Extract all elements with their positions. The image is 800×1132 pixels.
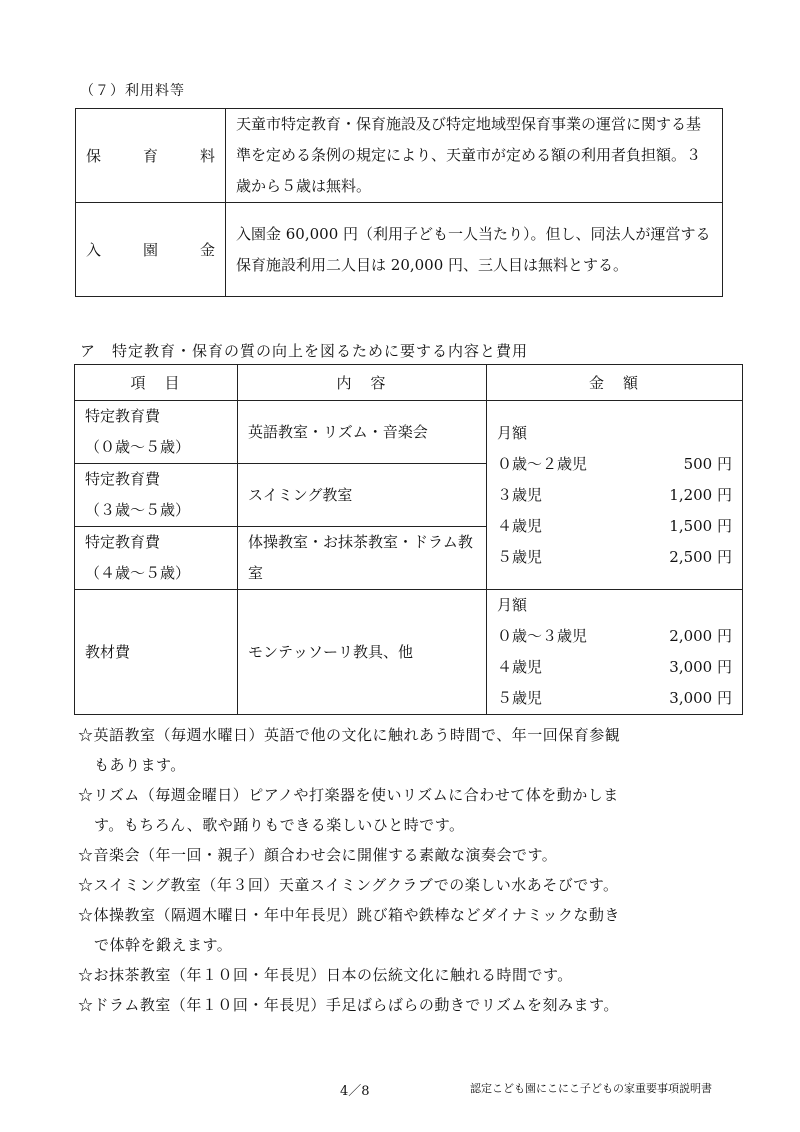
item-name: 教材費	[85, 642, 131, 661]
table-row	[75, 590, 743, 715]
fee-cell	[487, 401, 743, 590]
note-line: ☆リズム（毎週金曜日）ピアノや打楽器を使いリズムに合わせて体を動かしま	[78, 786, 619, 804]
fee-title: 月額	[497, 596, 528, 614]
item-cell	[75, 401, 238, 464]
fee-amount: 1,500 円	[669, 516, 732, 535]
table-row	[75, 401, 743, 464]
fee-amount: 500 円	[683, 454, 732, 473]
fee-age: ４歳児	[497, 658, 543, 676]
fee-age: ０歳～３歳児	[497, 627, 588, 645]
item-cell	[75, 527, 238, 590]
fee-age: ３歳児	[497, 485, 543, 504]
header-content: 内 容	[238, 365, 487, 401]
fee-age: ５歳児	[497, 547, 543, 566]
fee-line	[497, 621, 732, 652]
note-continuation: もあります。	[94, 756, 186, 774]
item-age-range: （３歳～５歳）	[85, 501, 191, 519]
list-item	[78, 960, 728, 990]
fee-amount: 1,200 円	[669, 485, 732, 504]
list-item	[78, 780, 728, 840]
content-cell: 体操教室・お抹茶教室・ドラム教室	[238, 527, 487, 590]
item-cell	[75, 590, 238, 715]
note-line: ☆スイミング教室（年３回）天童スイミングクラブでの楽しい水あそびです。	[78, 876, 619, 894]
fee-line	[497, 449, 732, 480]
fee-amount: 2,000 円	[669, 627, 732, 645]
fee-table	[75, 108, 723, 297]
label-char: 金	[199, 241, 215, 259]
fee-line	[497, 511, 732, 542]
fee-amount: 3,000 円	[669, 658, 732, 676]
table-row	[76, 109, 723, 203]
document-title: 認定こども園にこにこ子どもの家重要事項説明書	[470, 1082, 712, 1095]
fee-line	[497, 683, 732, 714]
label-char: 育	[142, 147, 158, 165]
label-char: 料	[199, 147, 215, 165]
label-char: 入	[86, 241, 102, 259]
item-cell	[75, 464, 238, 527]
note-line: ☆音楽会（年一回・親子）顔合わせ会に開催する素敵な演奏会です。	[78, 846, 558, 864]
note-line: ☆体操教室（隔週木曜日・年中年長児）跳び箱や鉄棒などダイナミックな動き	[78, 906, 620, 924]
fee-age: ５歳児	[497, 689, 543, 707]
content-cell: スイミング教室	[238, 464, 487, 527]
item-age-range: （０歳～５歳）	[85, 438, 191, 456]
note-continuation: で体幹を鍛えます。	[94, 936, 233, 954]
section-title: （７）利用料等	[80, 83, 185, 99]
cost-table	[74, 364, 743, 715]
content-cell: 英語教室・リズム・音楽会	[238, 401, 487, 464]
table-header-row	[75, 365, 743, 401]
fee-age: ０歳～２歳児	[497, 454, 588, 473]
cost-subheading: ア 特定教育・保育の質の向上を図るために要する内容と費用	[80, 342, 529, 360]
item-name: 特定教育費	[85, 533, 161, 551]
item-name: 特定教育費	[85, 470, 161, 488]
label-char: 保	[86, 147, 102, 165]
page-number: 4／8	[340, 1084, 370, 1099]
fee-line	[497, 542, 732, 573]
list-item	[78, 840, 728, 870]
note-continuation: す。もちろん、歌や踊りもできる楽しいひと時です。	[94, 816, 465, 834]
fee-amount: 2,500 円	[669, 547, 732, 566]
fee-title: 月額	[497, 423, 528, 442]
fee-amount: 3,000 円	[669, 689, 732, 707]
fee-label-nyuenkin	[76, 203, 226, 297]
item-age-range: （４歳～５歳）	[85, 564, 191, 582]
note-line: ☆お抹茶教室（年１０回・年長児）日本の伝統文化に触れる時間です。	[78, 966, 573, 984]
label-char: 園	[142, 241, 158, 259]
content-cell: モンテッソーリ教具、他	[238, 590, 487, 715]
list-item	[78, 870, 728, 900]
fee-cell	[487, 590, 743, 715]
fee-line	[497, 480, 732, 511]
fee-content-nyuenkin: 入園金 60,000 円（利用子ども一人当たり）。但し、同法人が運営する保育施設利用二人目は 20,000 円、三人目は無料とする。	[226, 203, 723, 297]
header-item: 項 目	[75, 365, 238, 401]
header-amount: 金 額	[487, 365, 743, 401]
table-row	[76, 203, 723, 297]
fee-line	[497, 652, 732, 683]
notes-list	[78, 720, 728, 1020]
fee-age: ４歳児	[497, 516, 543, 535]
note-line: ☆ドラム教室（年１０回・年長児）手足ばらばらの動きでリズムを刻みます。	[78, 996, 619, 1014]
list-item	[78, 990, 728, 1020]
note-line: ☆英語教室（毎週水曜日）英語で他の文化に触れあう時間で、年一回保育参観	[78, 726, 621, 744]
list-item	[78, 720, 728, 780]
item-name: 特定教育費	[85, 407, 161, 425]
fee-content-hoikuryo: 天童市特定教育・保育施設及び特定地域型保育事業の運営に関する基準を定める条例の規定により、天童市が定める額の利用者負担額。３歳から５歳は無料。	[226, 109, 723, 203]
fee-label-hoikuryo	[76, 109, 226, 203]
list-item	[78, 900, 728, 960]
